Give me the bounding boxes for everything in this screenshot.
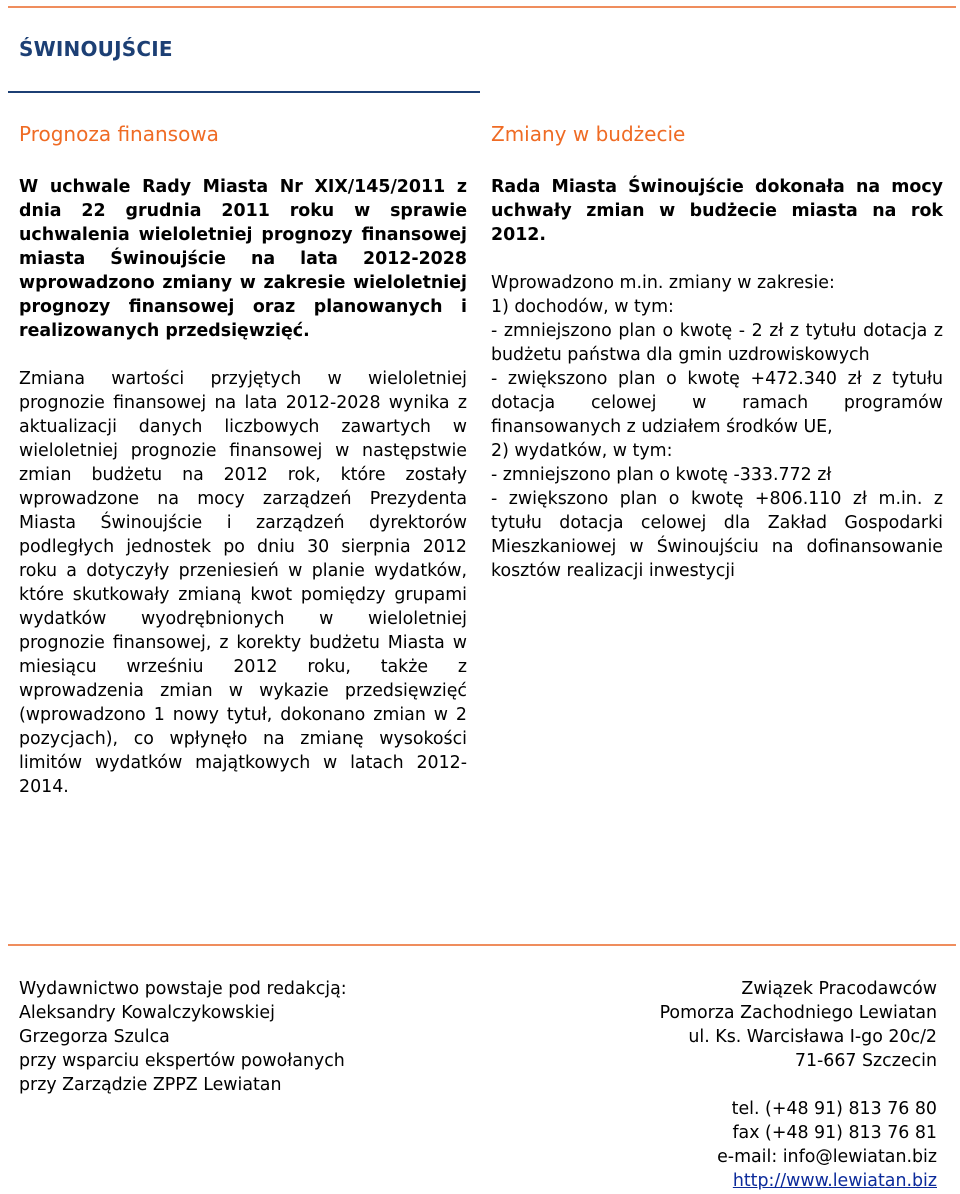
credits-line: Aleksandry Kowalczykowskiej <box>19 1003 275 1023</box>
budget-change-line: - zwiększono plan o kwotę +806.110 zł m.in. z tytułu dotacja celowej dla Zakład Gospodarki Mieszkaniowej w Świnoujściu na dofinansowanie kosztów realizacji inwestycji <box>491 489 943 581</box>
budget-change-line: - zwiększono plan o kwotę +472.340 zł z tytułu dotacja celowej w ramach programów finansowanych z udziałem środków UE, <box>491 369 943 437</box>
phone-number: tel. (+48 91) 813 76 80 <box>731 1099 937 1119</box>
title-underline <box>8 91 480 93</box>
org-address-line: Pomorza Zachodniego Lewiatan <box>659 1003 937 1023</box>
fax-number: fax (+48 91) 813 76 81 <box>732 1123 937 1143</box>
footer-divider <box>8 944 956 946</box>
forecast-body-paragraph: Zmiana wartości przyjętych w wieloletniej prognozie finansowej na lata 2012-2028 wynika z aktualizacji danych liczbowych zawartych w wieloletniej prognozie finansowej w następstwie zmian budżetu na 2012 rok, które zostały wprowadzone na mocy zarządzeń Prezydenta Miasta Świnoujście i zarządzeń dyrektorów podległych jednostek po dniu 30 sierpnia 2012 roku a dotyczyły przeniesień w planie wydatków, które skutkowały zmianą kwot pomiędzy grupami wydatków wyodrębnionych w wieloletniej prognozie finansowej, z korekty budżetu Miasta w miesiącu wrześniu 2012 roku, także z wprowadzenia zmian w wykazie przedsięwzięć (wprowadzono 1 nowy tytuł, dokonano zmian w 2 pozycjach), co wpłynęło na zmianę wysokości limitów wydatków majątkowych w latach 2012-2014. <box>19 369 467 797</box>
budget-change-line: 2) wydatków, w tym: <box>491 441 673 461</box>
org-address-line: ul. Ks. Warcisława I-go 20c/2 <box>688 1027 937 1047</box>
credits-line: Grzegorza Szulca <box>19 1027 170 1047</box>
section-heading-forecast: Prognoza finansowa <box>19 122 219 146</box>
credits-line: Wydawnictwo powstaje pod redakcją: <box>19 979 347 999</box>
forecast-lead-paragraph: W uchwale Rady Miasta Nr XIX/145/2011 z dnia 22 grudnia 2011 roku w sprawie uchwalenia wieloletniej prognozy finansowej miasta Świnoujście na lata 2012-2028 wprowadzono zmiany w zakresie wieloletniej prognozy finansowej oraz planowanych i realizowanych przedsięwzięć. <box>19 177 467 341</box>
organization-contact <box>497 977 937 1193</box>
org-address-line: Związek Pracodawców <box>741 979 937 999</box>
left-column <box>19 120 467 799</box>
city-title: ŚWINOUJŚCIE <box>19 37 173 61</box>
budget-change-line: Wprowadzono m.in. zmiany w zakresie: <box>491 273 835 293</box>
email-address: e-mail: info@lewiatan.biz <box>717 1147 937 1167</box>
budget-changes-list <box>491 271 943 583</box>
section-heading-budget: Zmiany w budżecie <box>491 122 686 146</box>
right-column <box>491 120 943 583</box>
credits-line: przy Zarządzie ZPPZ Lewiatan <box>19 1075 282 1095</box>
top-divider <box>8 6 956 8</box>
credits-line: przy wsparciu ekspertów powołanych <box>19 1051 345 1071</box>
budget-change-line: - zmniejszono plan o kwotę - 2 zł z tytułu dotacja z budżetu państwa dla gmin uzdrowiskowych <box>491 321 943 365</box>
org-address-line: 71-667 Szczecin <box>794 1051 937 1071</box>
editorial-credits <box>19 977 459 1097</box>
budget-change-line: 1) dochodów, w tym: <box>491 297 674 317</box>
budget-change-line: - zmniejszono plan o kwotę -333.772 zł <box>491 465 832 485</box>
budget-lead-paragraph: Rada Miasta Świnoujście dokonała na mocy uchwały zmian w budżecie miasta na rok 2012. <box>491 177 943 245</box>
website-link[interactable]: http://www.lewiatan.biz <box>732 1171 937 1191</box>
contact-spacer <box>497 1073 937 1097</box>
